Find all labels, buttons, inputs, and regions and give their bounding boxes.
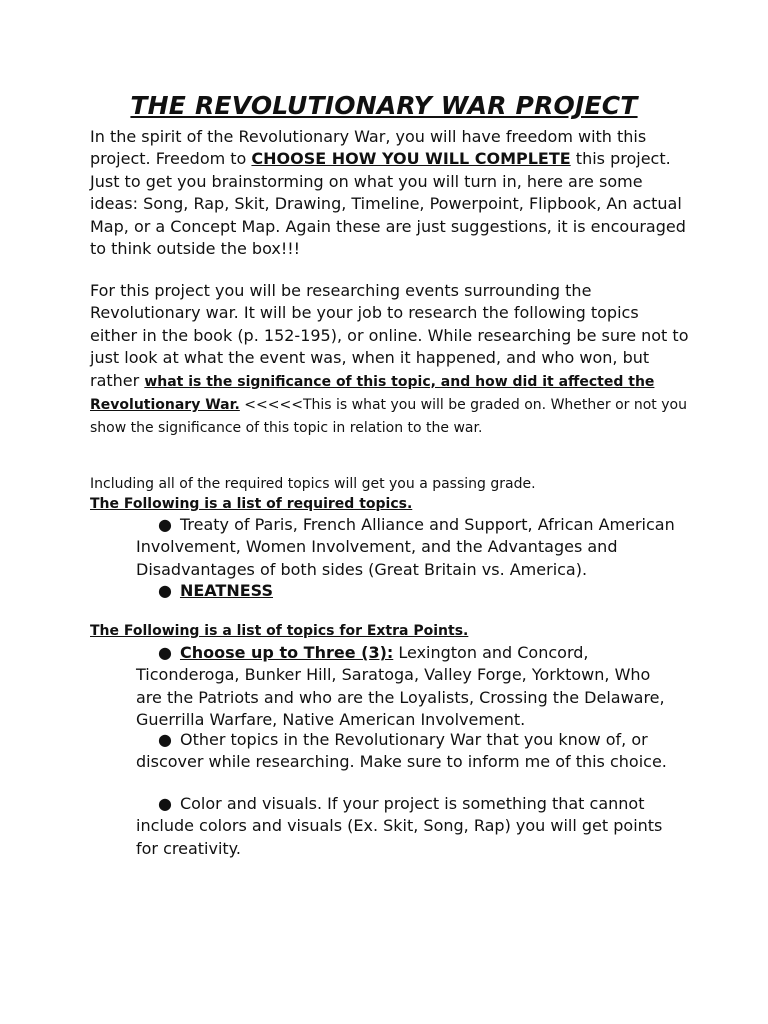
- extra-topic-item: [136, 642, 681, 732]
- required-topic-text: NEATNESS: [179, 581, 273, 600]
- extra-topic-item: [136, 729, 681, 774]
- required-topic-item: [136, 514, 681, 581]
- research-paragraph: [90, 280, 690, 440]
- required-topic-item: [136, 580, 681, 602]
- extra-topic-lead: Choose up to Three (3):: [179, 643, 394, 662]
- bullet-icon: ●: [158, 515, 172, 534]
- bullet-icon: ●: [158, 643, 172, 662]
- extra-topic-text: Other topics in the Revolutionary War that you know of, or discover while researching. Make sure to inform me of this choice.: [136, 730, 667, 772]
- page-title: THE REVOLUTIONARY WAR PROJECT: [130, 91, 638, 120]
- bullet-icon: ●: [158, 794, 172, 813]
- passing-grade-note: Including all of the required topics will get you a passing grade.: [90, 476, 536, 492]
- required-topic-text: Treaty of Paris, French Alliance and Support, African American Involvement, Women Involvement, and the Advantages and Disadvantages of both sides (Great Britain vs. America).: [136, 515, 675, 579]
- research-text-start: For this project you will be researching events surrounding the Revolutionary war. It will be your job to research the following topics either in the book (p. 152-195), or online. While researching be sure not to just look at what the event was, when it happened, and who won, but rather: [90, 281, 689, 390]
- research-emphasis: what is the significance of this topic, and how did it affected the Revolutionary War.: [90, 373, 655, 414]
- intro-paragraph: [90, 126, 690, 260]
- extra-topic-text: Color and visuals. If your project is something that cannot include colors and visuals (Ex. Skit, Song, Rap) you will get points for creativity.: [136, 794, 663, 858]
- extra-topic-item: [136, 793, 681, 860]
- intro-text-start: In the spirit of the Revolutionary War, you will have freedom with this project. Freedom to: [90, 127, 647, 169]
- intro-text-end: this project. Just to get you brainstorming on what you will turn in, here are some ideas: Song, Rap, Skit, Drawing, Timeline, Powerpoint, Flipbook, An actual Map, or a Concept Map. Again these are just suggestions, it is encouraged to think outside the box!!!: [90, 149, 686, 259]
- bullet-icon: ●: [158, 730, 172, 749]
- required-topics-heading: The Following is a list of required topics.: [90, 496, 413, 512]
- extra-topics-heading: The Following is a list of topics for Extra Points.: [90, 623, 469, 639]
- intro-emphasis: CHOOSE HOW YOU WILL COMPLETE: [251, 149, 571, 169]
- bullet-icon: ●: [158, 581, 172, 600]
- research-text-end: <<<<<This is what you will be graded on. Whether or not you show the significance of this topic in relation to the war.: [90, 397, 687, 437]
- extra-topic-text: Lexington and Concord, Ticonderoga, Bunker Hill, Saratoga, Valley Forge, Yorktown, Who are the Patriots and who are the Loyalists, Crossing the Delaware, Guerrilla Warfare, Native American Involvement.: [136, 643, 665, 730]
